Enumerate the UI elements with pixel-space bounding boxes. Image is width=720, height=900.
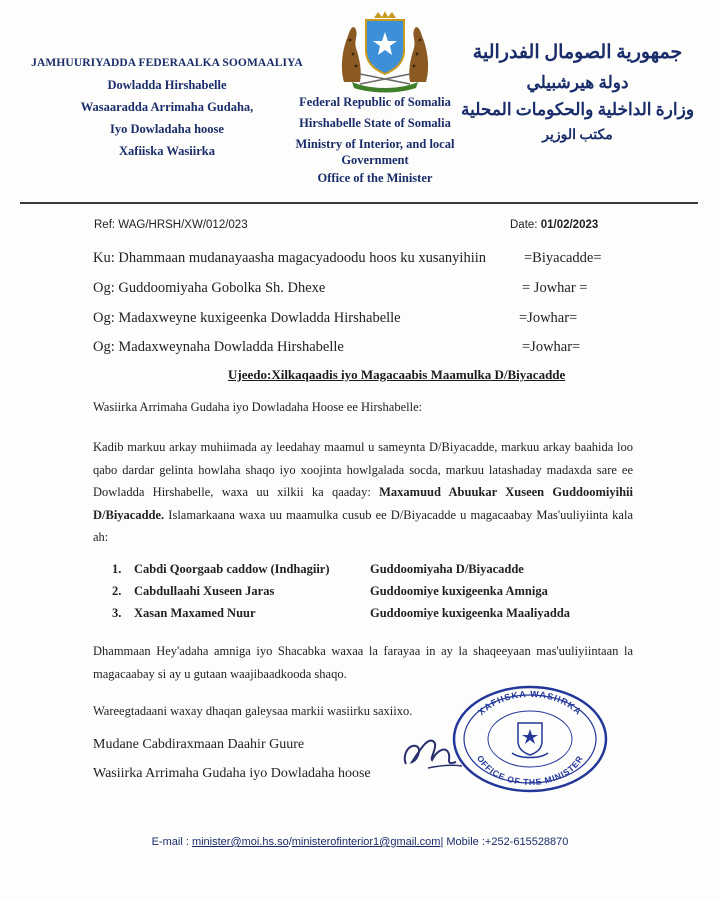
header-somali [22,52,312,162]
footer-email-label: E-mail : [151,836,189,848]
somalia-coat-of-arms-icon [330,10,440,94]
recipient-place-3: =Jowhar= [519,310,578,326]
body-paragraph-2: Dhammaan Hey'adaha amniga iyo Shacabka waxaa la farayaa in ay la shaqeeyaan mas'uuliyiintaan la magacaabay si ay u gutaan waajibaadkooda shaqo. [93,644,633,681]
date-value: 01/02/2023 [540,219,599,231]
recipient-place-4: =Jowhar= [522,339,581,355]
header-arabic-line4: مكتب الوزير [542,128,613,143]
header-somali-line2: Dowladda Hirshabelle [107,78,227,92]
list-item-number: 2. [112,584,122,598]
header-arabic [455,38,700,148]
body-p1-start: Kadib markuu arkay muhiimada ay leedahay maamul u sameynta D/Biyacadde, markuu arkay baahida loo qabo dardar gelinta howlaha shaqo iyo xoojinta howlgalada socda, markuu latashaday madaxda sare ee Dowladda Hirshabelle, waxa uu xilkii ka qaaday: [93,440,633,499]
list-item [112,606,632,628]
body-p1-bold: Maxamuud Abuukar Xuseen Guddoomiyihii D/Biyacadde. [93,485,634,522]
reference-number: Ref: WAG/HRSH/XW/012/023 [94,219,248,231]
header-somali-line3: Wasaaradda Arrimaha Gudaha, [80,100,254,114]
stamp-bottom-text: OFFICE OF THE MINISTER [474,753,586,788]
official-stamp [450,683,610,795]
recipient-line-4: Og: Madaxweynaha Dowladda Hirshabelle [93,339,344,355]
stamp-top-text: XAFIISKA WASIIRKA [476,688,584,718]
list-item-name: Cabdi Qoorgaab caddow (Indhagiir) [134,562,330,576]
header-english-line2: Hirshabelle State of Somalia [299,116,451,130]
letter-greeting: Wasiirka Arrimaha Gudaha iyo Dowladaha Hoose ee Hirshabelle: [93,400,423,414]
list-item [112,562,632,584]
footer-separator-slash: / [288,836,292,848]
header-arabic-line1: جمهورية الصومال الفدرالية [472,42,683,63]
footer-email-2[interactable]: ministerofinterior1@gmail.com [291,836,441,848]
header-somali-line1: JAMHUURIYADDA FEDERAALKA SOOMAALIYA [31,57,303,69]
body-p1-end: Islamarkaana waxa uu maamulka cusub ee D/Biyacadde u magacaabay Mas'uuliyiinta kala ah: [93,507,633,544]
letter-date [510,219,598,231]
header-arabic-line3: وزارة الداخلية والحكومات المحلية [460,100,695,119]
footer-separator-pipe: | [440,836,444,848]
footer-contacts [0,836,720,848]
recipient-line-2: Og: Guddoomiyaha Gobolka Sh. Dhexe [93,280,326,296]
signer-name: Mudane Cabdiraxmaan Daahir Guure [93,737,305,752]
header-english [280,92,470,189]
footer-mobile: Mobile :+252-615528870 [446,836,569,848]
header-divider [20,202,698,204]
header-arabic-line2: دولة هيرشبيلي [526,73,629,92]
list-item [112,584,632,606]
recipient-place-1: =Biyacadde= [524,250,602,266]
closing-statement: Wareegtadaani waxay dhaqan galeysaa markii wasiirku saxiixo. [93,704,413,718]
svg-text:OFFICE OF THE MINISTER [475,754,585,788]
footer-email-1[interactable]: minister@moi.hs.so [191,836,289,848]
recipient-line-3: Og: Madaxweyne kuxigeenka Dowladda Hirshabelle [93,310,401,326]
list-item-role: Guddoomiyaha D/Biyacadde [370,562,524,576]
list-item-number: 1. [112,562,122,576]
list-item-name: Xasan Maxamed Nuur [134,606,256,620]
appointees-list [112,562,632,628]
list-item-number: 3. [112,606,122,620]
body-paragraph-1 [93,436,633,549]
recipient-line-1: Ku: Dhammaan mudanayaasha magacyadoodu hoos ku xusanyihiin [93,250,487,266]
date-label: Date: [510,219,538,231]
header-english-line1: Federal Republic of Somalia [299,95,451,109]
header-english-line3: Ministry of Interior, and local [295,137,455,151]
letter-subject: Ujeedo:Xilkaqaadis iyo Magacaabis Maamulka D/Biyacadde [228,367,566,382]
list-item-role: Guddoomiye kuxigeenka Amniga [370,584,548,598]
recipient-place-2: = Jowhar = [522,280,588,296]
list-item-name: Cabdullaahi Xuseen Jaras [134,584,275,598]
list-item-role: Guddoomiye kuxigeenka Maaliyadda [370,606,571,620]
header-english-line5: Office of the Minister [317,171,433,185]
header-somali-line5: Xafiiska Wasiirka [119,144,215,158]
header-somali-line4: Iyo Dowladaha hoose [110,122,224,136]
header-english-line4: Government [341,153,409,167]
signer-title: Wasiirka Arrimaha Gudaha iyo Dowladaha hoose [93,766,371,781]
